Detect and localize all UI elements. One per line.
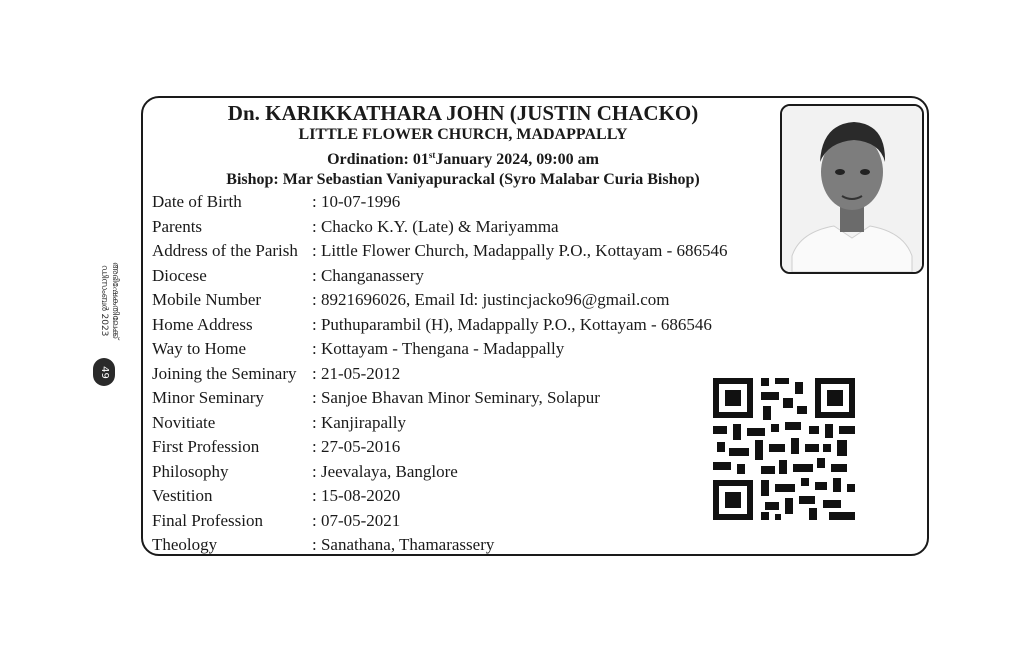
- detail-value: : 21-05-2012: [312, 363, 401, 383]
- page-number: 49: [98, 365, 110, 379]
- detail-value: : Sanathana, Thamarassery: [312, 535, 495, 554]
- detail-value: : Changanassery: [312, 265, 424, 285]
- detail-label: Mobile Number: [152, 290, 262, 309]
- side-caption-line-1: അഭിഷേകതിലേക്ക്: [110, 262, 120, 340]
- detail-value: : 07-05-2021: [312, 510, 401, 530]
- detail-value: : Sanjoe Bhavan Minor Seminary, Solapur: [312, 388, 600, 407]
- detail-label: Home Address: [152, 314, 253, 334]
- detail-label: Parents: [152, 216, 203, 236]
- detail-label: Minor Seminary: [152, 388, 264, 407]
- deacon-name: Dn. KARIKKATHARA JOHN (JUSTIN CHACKO): [227, 101, 699, 125]
- detail-value: : 27-05-2016: [312, 437, 401, 456]
- detail-value: : Little Flower Church, Madappally P.O., Kottayam - 686546: [312, 241, 728, 260]
- detail-label: Address of the Parish: [152, 241, 298, 260]
- detail-label: Date of Birth: [152, 192, 242, 211]
- detail-label: Final Profession: [152, 510, 263, 530]
- detail-label: Vestition: [152, 486, 213, 505]
- detail-label: Theology: [152, 535, 218, 554]
- portrait-photo: [780, 104, 924, 274]
- page-number-badge: [93, 358, 115, 386]
- detail-label: Novitiate: [152, 412, 216, 432]
- detail-label: Diocese: [152, 265, 207, 285]
- detail-value: : 10-07-1996: [312, 192, 401, 211]
- detail-label: Joining the Seminary: [152, 363, 297, 383]
- detail-value: : Kottayam - Thengana - Madappally: [312, 339, 565, 358]
- church-name: LITTLE FLOWER CHURCH, MADAPPALLY: [298, 126, 628, 143]
- detail-value: : 15-08-2020: [312, 486, 401, 505]
- qr-code-graphic: [713, 378, 855, 520]
- bishop-line: Bishop: Mar Sebastian Vaniyapurackal (Syro Malabar Curia Bishop): [226, 171, 700, 188]
- detail-label: First Profession: [152, 437, 260, 456]
- detail-value: : 8921696026, Email Id: justincjacko96@gmail.com: [312, 290, 670, 309]
- ordination-sup: st: [428, 150, 436, 160]
- ordination-card: [141, 96, 929, 556]
- side-caption-line-2: ഡിസംബർ 2023: [99, 265, 109, 337]
- qr-code: [713, 378, 855, 520]
- ordination-suffix: January 2024, 09:00 am: [435, 151, 599, 168]
- detail-value: : Kanjirapally: [312, 412, 406, 432]
- detail-label: Philosophy: [152, 461, 229, 481]
- portrait-illustration: [782, 106, 922, 272]
- detail-value: : Jeevalaya, Banglore: [312, 461, 458, 481]
- side-caption: [90, 246, 120, 356]
- card-header: [143, 98, 783, 190]
- side-margin: [90, 246, 134, 410]
- ordination-line: [143, 145, 783, 170]
- detail-label: Way to Home: [152, 339, 246, 358]
- ordination-prefix: Ordination: 01: [327, 151, 429, 168]
- detail-value: : Chacko K.Y. (Late) & Mariyamma: [312, 216, 559, 236]
- detail-value: : Puthuparambil (H), Madappally P.O., Kottayam - 686546: [312, 314, 712, 334]
